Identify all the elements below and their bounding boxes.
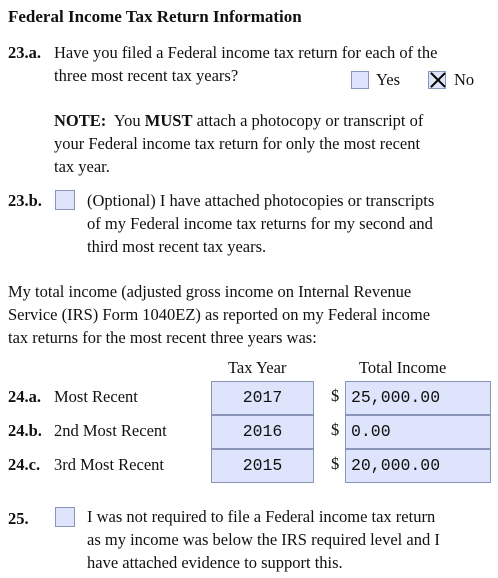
tax-year-field-24c[interactable]: 2015	[211, 449, 314, 483]
row-24a-label: Most Recent	[54, 387, 138, 406]
note-must: MUST	[144, 111, 193, 130]
question-23a-number: 23.a.	[8, 43, 41, 62]
note-line2: your Federal income tax return for only the most recent	[54, 134, 421, 153]
total-income-field-24a[interactable]: 25,000.00	[345, 381, 491, 415]
row-24b-number: 24.b.	[8, 421, 42, 440]
question-25-number: 25.	[8, 509, 29, 528]
no-label: No	[454, 70, 475, 89]
currency-symbol: $	[331, 420, 340, 439]
note-text-a: You	[113, 111, 141, 130]
note-text-b: attach a photocopy or transcript of	[196, 111, 424, 130]
row-24b-label: 2nd Most Recent	[54, 421, 167, 440]
tax-year-field-24b[interactable]: 2016	[211, 415, 314, 449]
question-23b-number: 23.b.	[8, 191, 42, 210]
question-25-line2: as my income was below the IRS required level and I	[87, 530, 440, 549]
note-label: NOTE:	[54, 111, 107, 130]
income-intro-line3: tax returns for the most recent three years was:	[8, 328, 317, 347]
total-income-header: Total Income	[359, 358, 447, 377]
note-line3: tax year.	[54, 157, 110, 176]
note-line1	[54, 109, 423, 132]
currency-symbol: $	[331, 386, 340, 405]
total-income-field-24c[interactable]: 20,000.00	[345, 449, 491, 483]
question-25-line1: I was not required to file a Federal income tax return	[87, 507, 436, 526]
not-required-checkbox[interactable]	[55, 507, 75, 527]
tax-year-header: Tax Year	[228, 358, 287, 377]
no-checkbox[interactable]	[428, 71, 446, 89]
row-24c-number: 24.c.	[8, 455, 41, 474]
yes-label: Yes	[376, 70, 401, 89]
question-23b-line1: (Optional) I have attached photocopies or transcripts	[87, 191, 435, 210]
section-title: Federal Income Tax Return Information	[8, 7, 302, 26]
row-24a-number: 24.a.	[8, 387, 41, 406]
question-23b-line3: third most recent tax years.	[87, 237, 267, 256]
total-income-field-24b[interactable]: 0.00	[345, 415, 491, 449]
yes-checkbox[interactable]	[351, 71, 369, 89]
income-intro-line2: Service (IRS) Form 1040EZ) as reported on my Federal income	[8, 305, 431, 324]
row-24c-label: 3rd Most Recent	[54, 455, 164, 474]
income-intro-line1: My total income (adjusted gross income on Internal Revenue	[8, 282, 412, 301]
question-23b-line2: of my Federal income tax returns for my second and	[87, 214, 433, 233]
tax-year-field-24a[interactable]: 2017	[211, 381, 314, 415]
question-25-line3: have attached evidence to support this.	[87, 553, 343, 572]
optional-copies-checkbox[interactable]	[55, 190, 75, 210]
currency-symbol: $	[331, 454, 340, 473]
question-23a-line2: three most recent tax years?	[54, 66, 239, 85]
question-23a-line1: Have you filed a Federal income tax return for each of the	[54, 43, 438, 62]
